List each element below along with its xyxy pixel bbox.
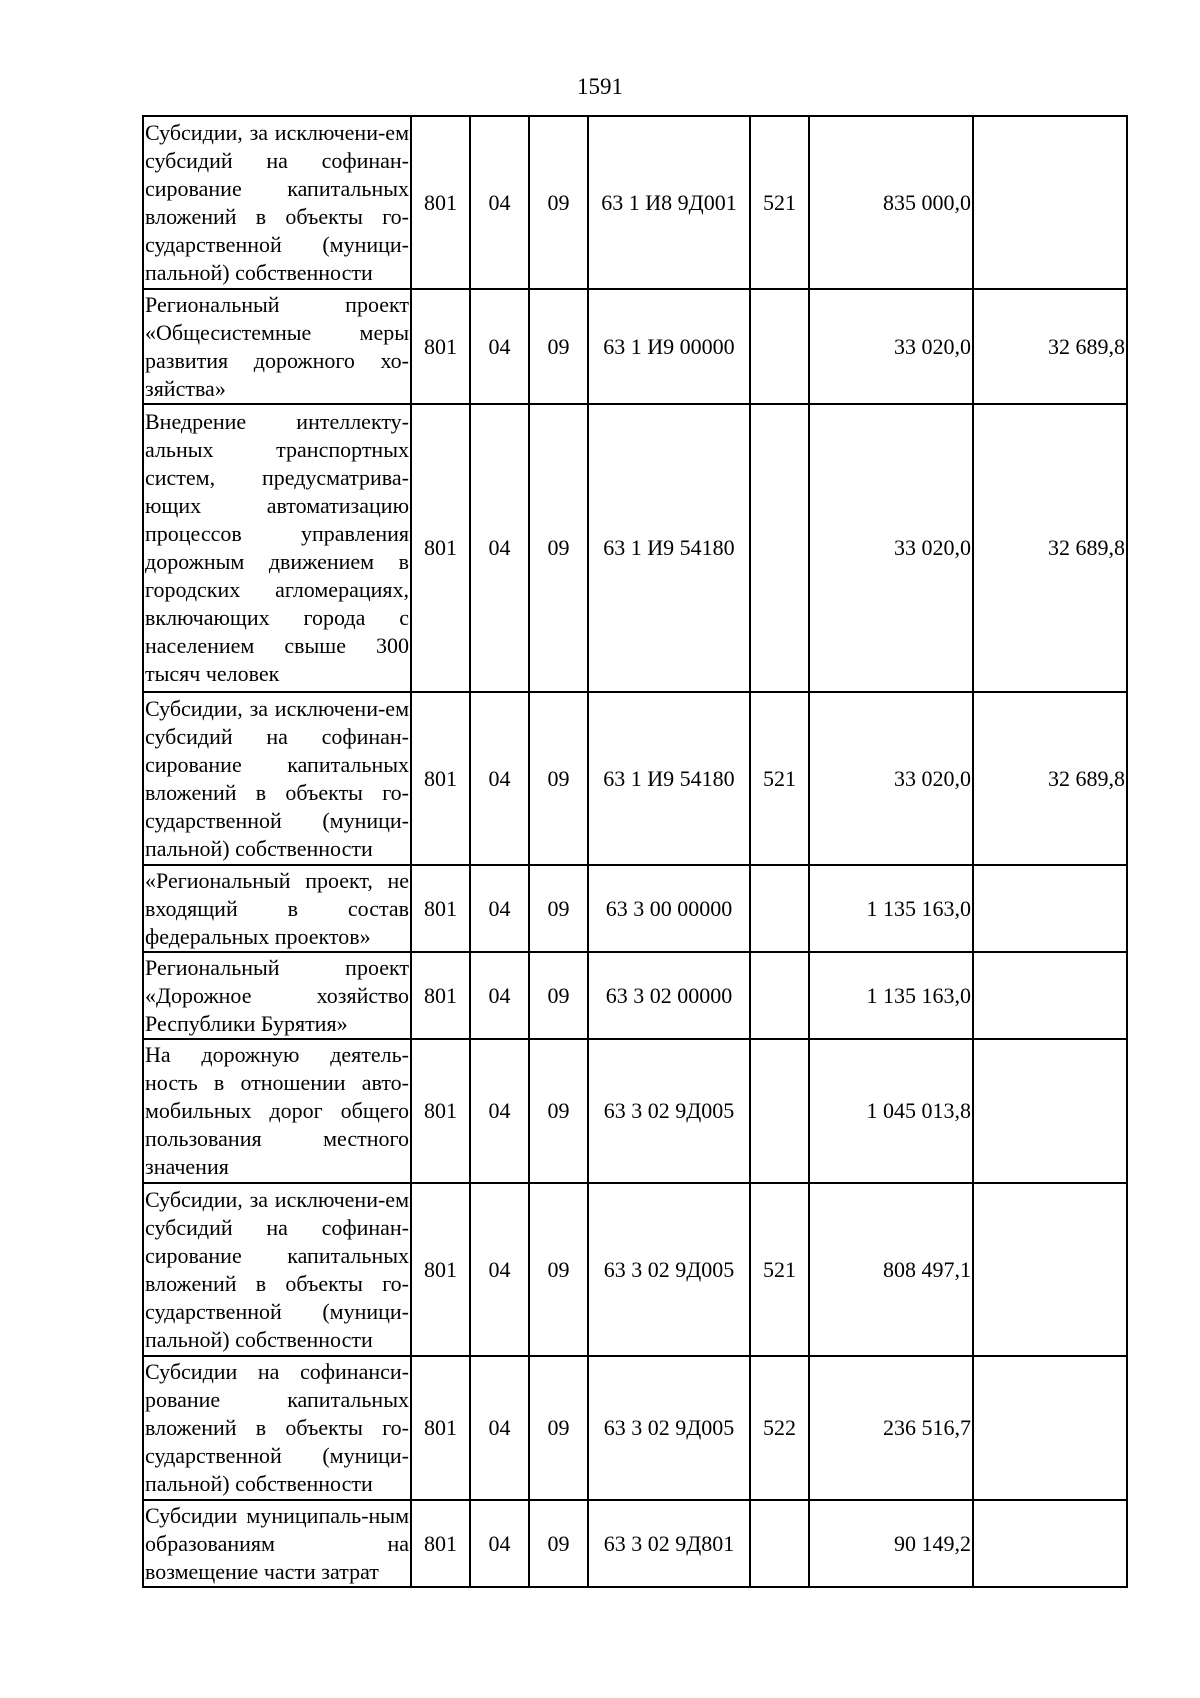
ministry-code: 801 <box>411 289 470 404</box>
ministry-code: 801 <box>411 1356 470 1500</box>
expense-type: 521 <box>750 1183 809 1356</box>
target-article: 63 1 И9 00000 <box>588 289 750 404</box>
section-code: 04 <box>470 692 529 865</box>
row-name: На дорожную деятель-ность в отношении авто-мобильных дорог общего пользования местного значения <box>143 1039 411 1183</box>
subsection-code: 09 <box>529 952 588 1039</box>
sum-year-1: 1 045 013,8 <box>809 1039 973 1183</box>
ministry-code: 801 <box>411 952 470 1039</box>
expense-type <box>750 404 809 692</box>
row-name: Региональный проект «Общесистемные меры развития дорожного хо-зяйства» <box>143 289 411 404</box>
subsection-code: 09 <box>529 865 588 952</box>
section-code: 04 <box>470 289 529 404</box>
row-name: Региональный проект «Дорожное хозяйство Республики Бурятия» <box>143 952 411 1039</box>
row-name: Субсидии муниципаль-ным образованиям на возмещение части затрат <box>143 1500 411 1587</box>
row-name: Субсидии, за исключени-ем субсидий на софинан-сирование капитальных вложений в объекты го-сударственной (муници-пальной) собственности <box>143 116 411 289</box>
table-row <box>143 952 1127 1039</box>
table-row <box>143 289 1127 404</box>
sum-year-1: 33 020,0 <box>809 404 973 692</box>
expense-type <box>750 865 809 952</box>
subsection-code: 09 <box>529 692 588 865</box>
expense-type: 521 <box>750 692 809 865</box>
subsection-code: 09 <box>529 404 588 692</box>
subsection-code: 09 <box>529 1356 588 1500</box>
target-article: 63 3 02 9Д005 <box>588 1356 750 1500</box>
table-row <box>143 1039 1127 1183</box>
section-code: 04 <box>470 1500 529 1587</box>
ministry-code: 801 <box>411 1039 470 1183</box>
expense-type: 521 <box>750 116 809 289</box>
sum-year-2: 32 689,8 <box>973 289 1127 404</box>
sum-year-2: 32 689,8 <box>973 404 1127 692</box>
sum-year-2 <box>973 1356 1127 1500</box>
sum-year-1: 236 516,7 <box>809 1356 973 1500</box>
section-code: 04 <box>470 1356 529 1500</box>
sum-year-1: 1 135 163,0 <box>809 865 973 952</box>
sum-year-2 <box>973 1039 1127 1183</box>
section-code: 04 <box>470 952 529 1039</box>
section-code: 04 <box>470 1039 529 1183</box>
table-row <box>143 404 1127 692</box>
target-article: 63 3 02 9Д005 <box>588 1039 750 1183</box>
row-name: Субсидии, за исключени-ем субсидий на софинан-сирование капитальных вложений в объекты го-сударственной (муници-пальной) собственности <box>143 1183 411 1356</box>
subsection-code: 09 <box>529 1039 588 1183</box>
target-article: 63 3 02 9Д005 <box>588 1183 750 1356</box>
expense-type <box>750 952 809 1039</box>
sum-year-1: 808 497,1 <box>809 1183 973 1356</box>
budget-table <box>142 115 1128 1588</box>
target-article: 63 3 02 9Д801 <box>588 1500 750 1587</box>
subsection-code: 09 <box>529 1183 588 1356</box>
table-row <box>143 1183 1127 1356</box>
expense-type <box>750 1500 809 1587</box>
subsection-code: 09 <box>529 116 588 289</box>
sum-year-2 <box>973 1183 1127 1356</box>
ministry-code: 801 <box>411 865 470 952</box>
row-name: «Региональный проект, не входящий в состав федеральных проектов» <box>143 865 411 952</box>
sum-year-1: 835 000,0 <box>809 116 973 289</box>
row-name: Субсидии на софинанси-рование капитальных вложений в объекты го-сударственной (муници-пальной) собственности <box>143 1356 411 1500</box>
target-article: 63 3 00 00000 <box>588 865 750 952</box>
subsection-code: 09 <box>529 289 588 404</box>
section-code: 04 <box>470 1183 529 1356</box>
row-name: Внедрение интеллекту-альных транспортных систем, предусматрива-ющих автоматизацию процессов управления дорожным движением в городских агломерациях, включающих города с населением свыше 300 тысяч человек <box>143 404 411 692</box>
section-code: 04 <box>470 404 529 692</box>
ministry-code: 801 <box>411 1183 470 1356</box>
target-article: 63 1 И9 54180 <box>588 692 750 865</box>
sum-year-2 <box>973 1500 1127 1587</box>
table-row <box>143 116 1127 289</box>
table-row <box>143 692 1127 865</box>
target-article: 63 1 И9 54180 <box>588 404 750 692</box>
sum-year-2 <box>973 865 1127 952</box>
table-row <box>143 1500 1127 1587</box>
sum-year-1: 90 149,2 <box>809 1500 973 1587</box>
expense-type <box>750 289 809 404</box>
table-row <box>143 1356 1127 1500</box>
target-article: 63 3 02 00000 <box>588 952 750 1039</box>
ministry-code: 801 <box>411 404 470 692</box>
page-number: 1591 <box>577 74 623 99</box>
expense-type <box>750 1039 809 1183</box>
sum-year-2: 32 689,8 <box>973 692 1127 865</box>
sum-year-1: 33 020,0 <box>809 289 973 404</box>
table-row <box>143 865 1127 952</box>
ministry-code: 801 <box>411 692 470 865</box>
sum-year-1: 1 135 163,0 <box>809 952 973 1039</box>
subsection-code: 09 <box>529 1500 588 1587</box>
ministry-code: 801 <box>411 1500 470 1587</box>
ministry-code: 801 <box>411 116 470 289</box>
sum-year-2 <box>973 952 1127 1039</box>
sum-year-2 <box>973 116 1127 289</box>
target-article: 63 1 И8 9Д001 <box>588 116 750 289</box>
section-code: 04 <box>470 865 529 952</box>
expense-type: 522 <box>750 1356 809 1500</box>
row-name: Субсидии, за исключени-ем субсидий на софинан-сирование капитальных вложений в объекты го-сударственной (муници-пальной) собственности <box>143 692 411 865</box>
section-code: 04 <box>470 116 529 289</box>
sum-year-1: 33 020,0 <box>809 692 973 865</box>
